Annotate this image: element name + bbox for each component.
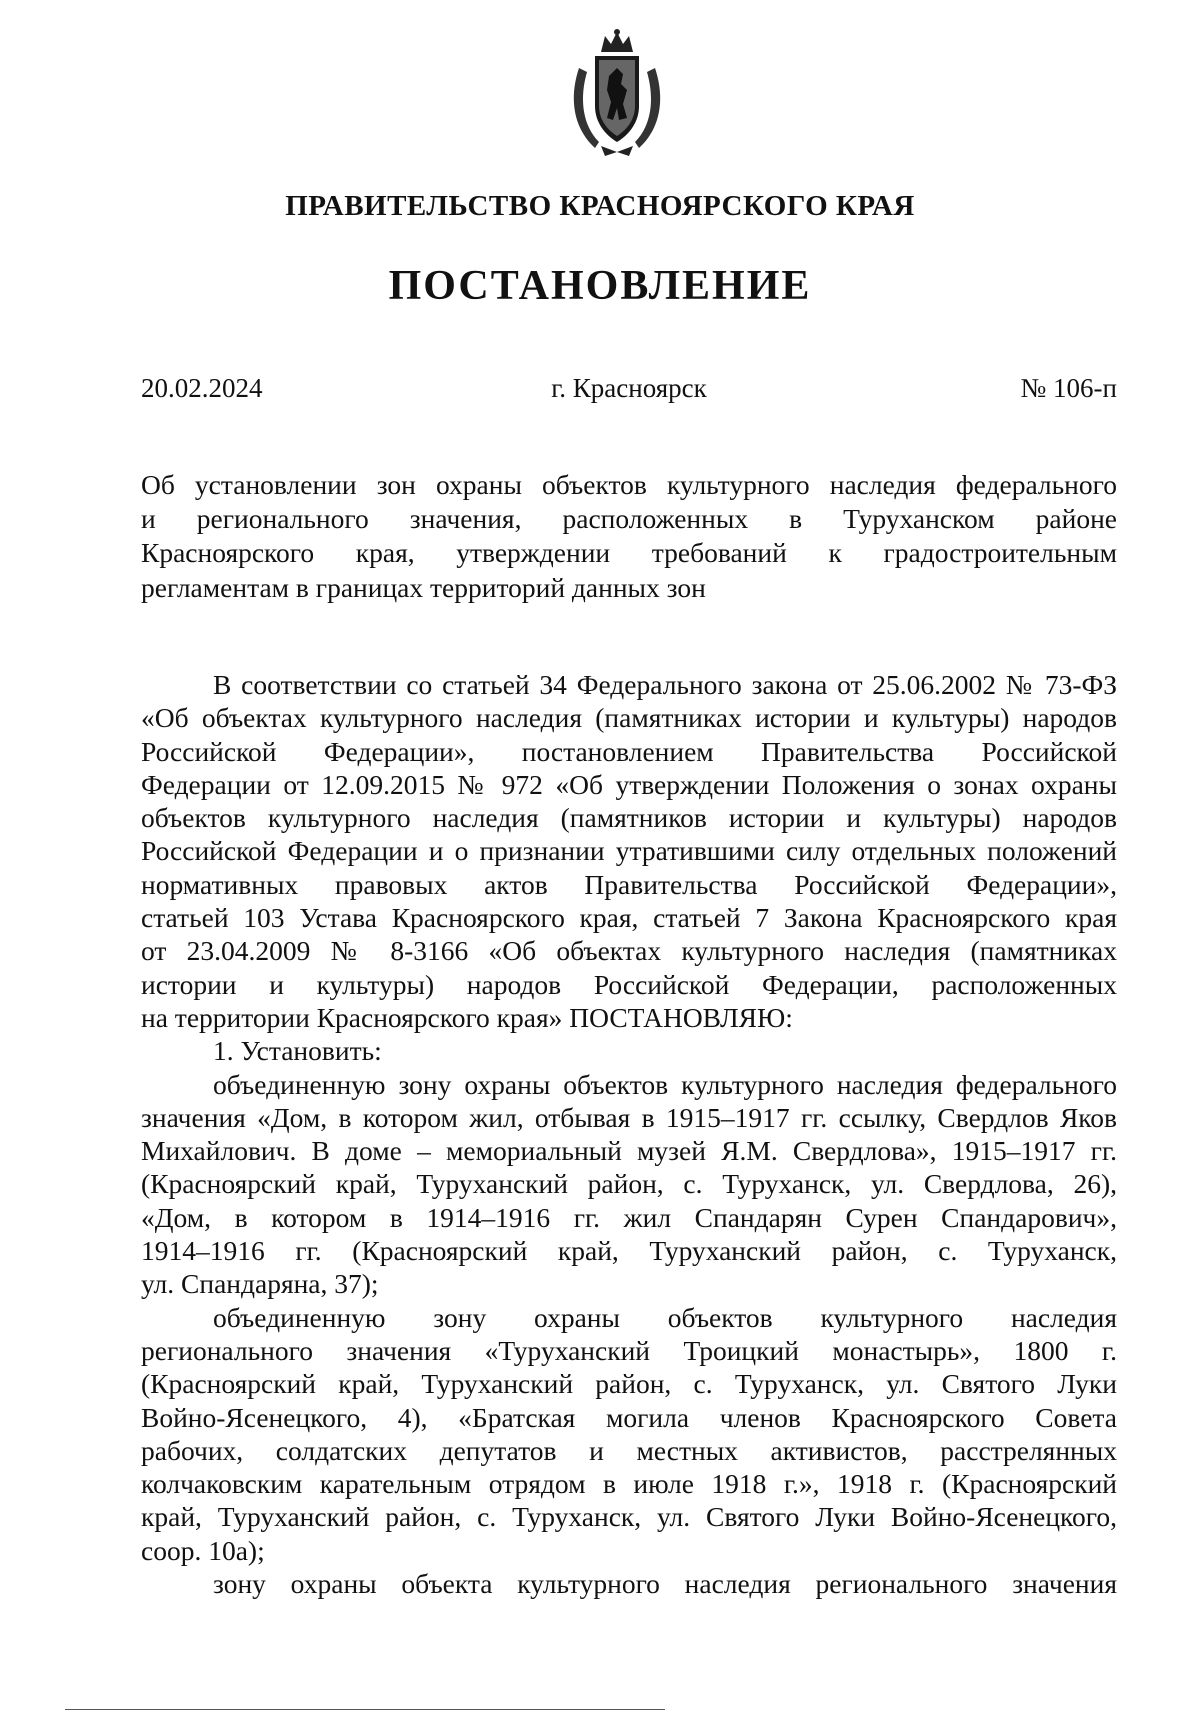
body-line: статьей 103 Устава Красноярского края, статьей 7 Закона Красноярского края [141,902,1117,934]
body-line: соор. 10а); [141,1534,265,1566]
footer-divider [65,1709,665,1710]
body-line: Федерации от 12.09.2015 № 972 «Об утверждении Положения о зонах охраны [141,768,1117,800]
title-line: и регионального значения, расположенных в Туруханском районе [141,503,1117,535]
body-line: Войно-Ясенецкого, 4), «Братская могила членов Красноярского Совета [141,1401,1117,1433]
document-meta [141,373,1117,407]
body-line: объектов культурного наследия (памятников истории и культуры) народов [141,802,1117,834]
body-line: регионального значения «Туруханский Троицкий монастырь», 1800 г. [141,1334,1117,1366]
body-line: 1914–1916 гг. (Красноярский край, Туруханский район, с. Туруханск, [141,1235,1117,1267]
document-title [141,468,1117,605]
body-line: 1. Установить: [213,1035,382,1067]
body-line: Российской Федерации и о признании утратившими силу отдельных положений [141,835,1117,867]
body-line: рабочих, солдатских депутатов и местных активистов, расстрелянных [141,1434,1117,1466]
body-line: ул. Спандаряна, 37); [141,1268,379,1300]
body-line: край, Туруханский район, с. Туруханск, ул. Святого Луки Войно-Ясенецкого, [141,1501,1117,1533]
body-line: истории и культуры) народов Российской Федерации, расположенных [141,968,1117,1000]
document-type: ПОСТАНОВЛЕНИЕ [388,263,812,309]
body-line: Российской Федерации», постановлением Правительства Российской [141,735,1117,767]
body-line: (Красноярский край, Туруханский район, с. Туруханск, ул. Свердлова, 26), [141,1168,1117,1200]
body-line: «Дом, в котором в 1914–1916 гг. жил Спандарян Сурен Спандарович», [141,1201,1117,1233]
document-date: 20.02.2024 [141,373,263,403]
body-line: зону охраны объекта культурного наследия регионального значения [213,1568,1117,1600]
body-line: объединенную зону охраны объектов культурного наследия федерального [213,1068,1117,1100]
body-line: В соответствии со статьей 34 Федерального закона от 25.06.2002 № 73-ФЗ [213,669,1117,700]
organization-name: ПРАВИТЕЛЬСТВО КРАСНОЯРСКОГО КРАЯ [285,190,915,222]
title-line: Об установлении зон охраны объектов культурного наследия федерального [141,469,1117,500]
body-line: «Об объектах культурного наследия (памятниках истории и культуры) народов [141,702,1117,734]
document-city: г. Красноярск [551,373,707,403]
body-line: колчаковским карательным отрядом в июле 1918 г.», 1918 г. (Красноярский [141,1468,1117,1500]
title-line: регламентам в границах территорий данных зон [141,571,706,603]
coat-of-arms-icon [565,28,669,158]
body-line: объединенную зону охраны объектов культурного наследия [213,1301,1117,1333]
body-line: значения «Дом, в котором жил, отбывая в 1915–1917 гг. ссылку, Свердлов Яков [141,1101,1117,1133]
body-line: от 23.04.2009 № 8-3166 «Об объектах культурного наследия (памятниках [141,935,1117,967]
body-line: Михайлович. В доме – мемориальный музей Я.М. Свердлова», 1915–1917 гг. [141,1135,1117,1167]
body-line: нормативных правовых актов Правительства Российской Федерации», [141,868,1117,900]
title-line: Красноярского края, утверждении требований к градостроительным [141,537,1117,569]
document-number: № 106-п [1020,373,1117,403]
body-line: (Красноярский край, Туруханский район, с. Туруханск, ул. Святого Луки [141,1368,1117,1400]
document-body [141,668,1117,1600]
body-line: на территории Красноярского края» ПОСТАНОВЛЯЮ: [141,1001,793,1033]
